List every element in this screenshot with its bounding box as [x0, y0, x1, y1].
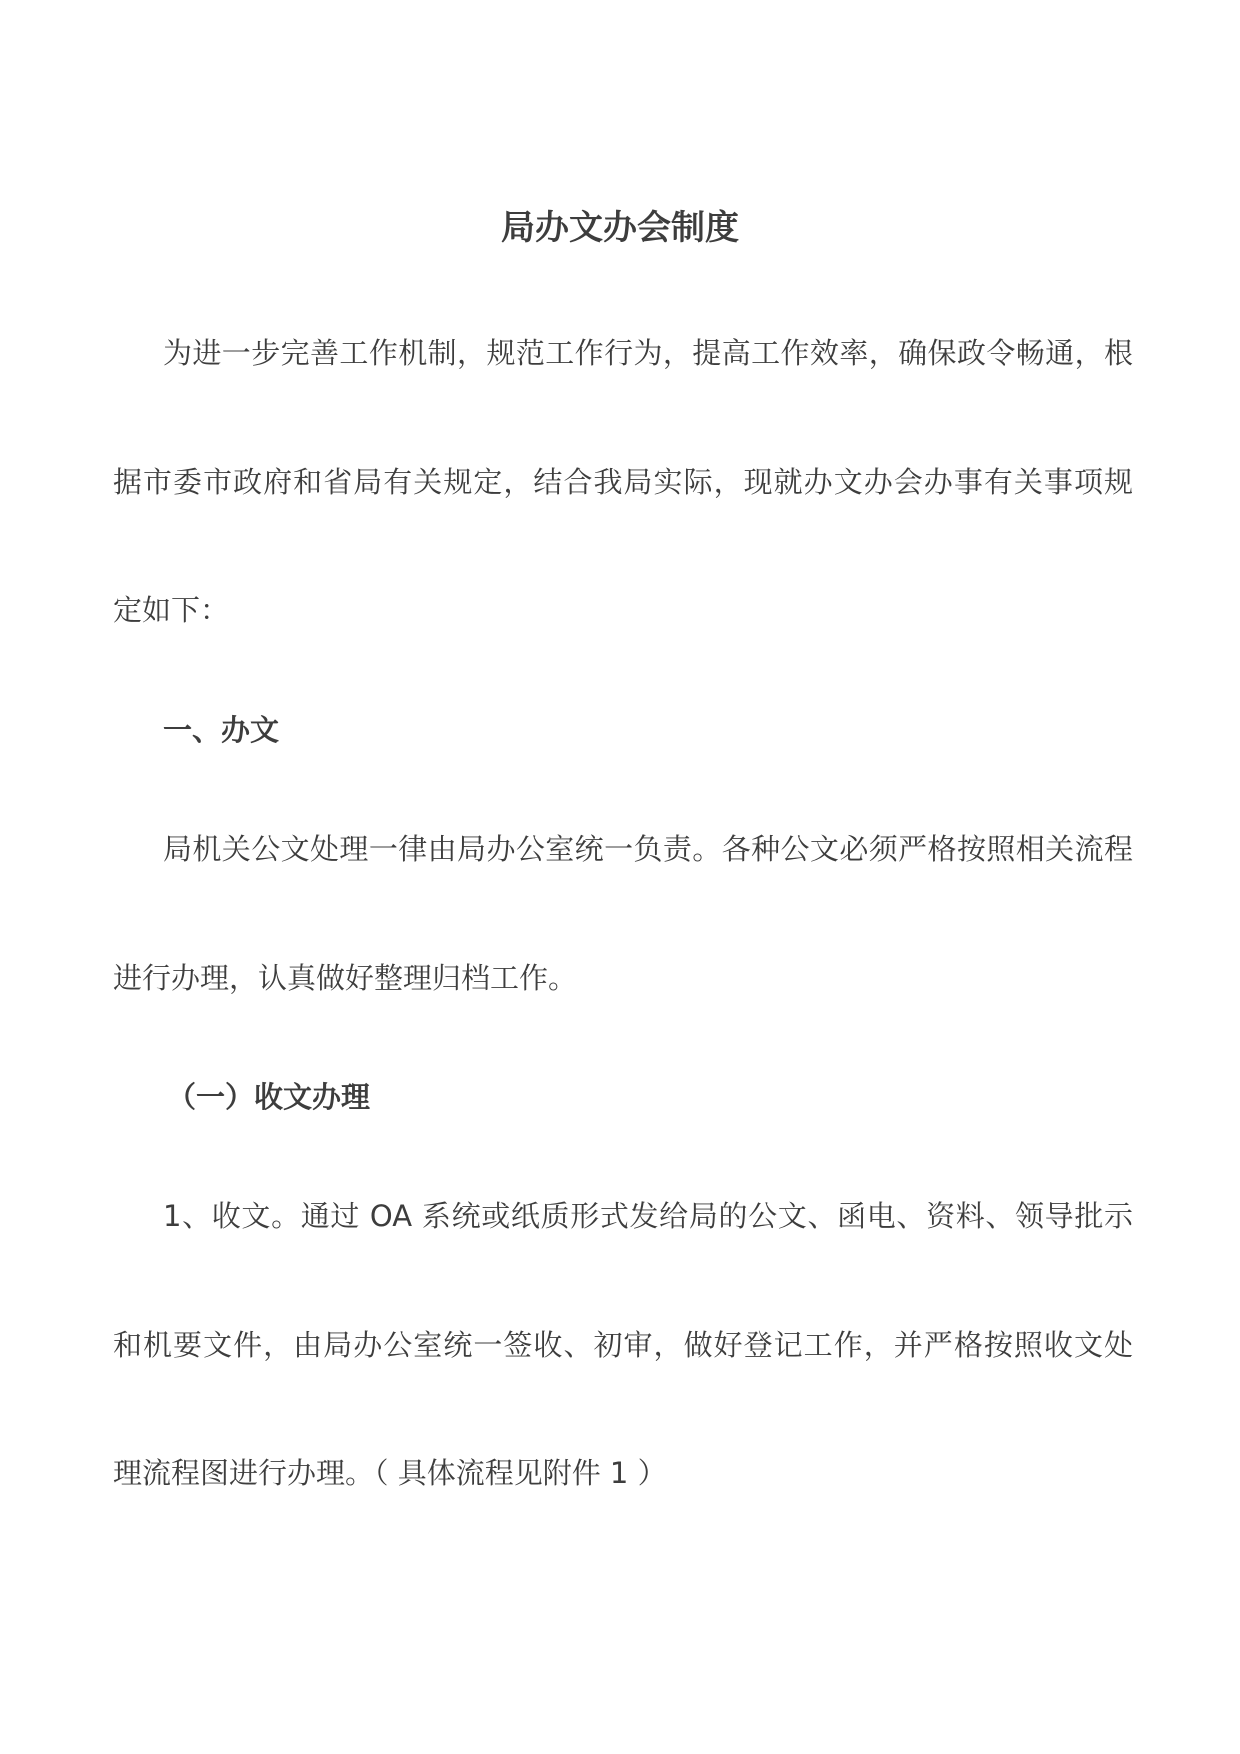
section1-para-line-1: 局机关公文处理一律由局办公室统一负责。各种公文必须严格按照相关流程	[163, 832, 1133, 866]
item1-line-1: 1、收文。通过 OA 系统或纸质形式发给局的公文、函电、资料、领导批示	[163, 1199, 1133, 1233]
subsection-heading-shouwen: （一）收文办理	[167, 1080, 371, 1114]
item1-line-2: 和机要文件，由局办公室统一签收、初审，做好登记工作，并严格按照收文处	[113, 1328, 1133, 1362]
section1-para-line-2: 进行办理，认真做好整理归档工作。	[113, 961, 578, 995]
section-heading-banwen: 一、办文	[163, 713, 280, 747]
intro-line-3: 定如下：	[113, 593, 230, 627]
intro-line-1: 为进一步完善工作机制，规范工作行为，提高工作效率，确保政令畅通，根	[163, 336, 1133, 370]
document-title: 局办文办会制度	[501, 208, 739, 248]
item1-line-3: 理流程图进行办理。（ 具体流程见附件 1 ）	[113, 1456, 667, 1490]
intro-line-2: 据市委市政府和省局有关规定，结合我局实际，现就办文办会办事有关事项规	[113, 465, 1133, 499]
